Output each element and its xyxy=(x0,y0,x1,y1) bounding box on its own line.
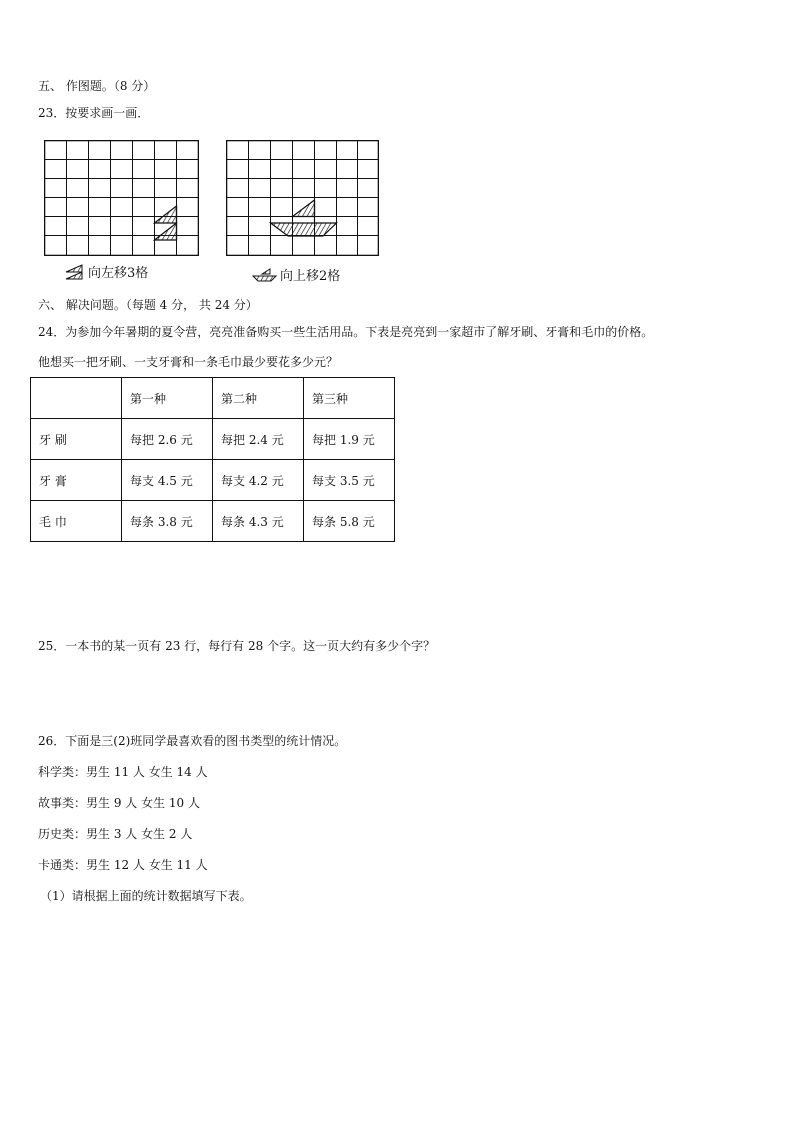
boat-shape xyxy=(271,200,337,236)
grid-right xyxy=(226,140,379,259)
question-24-line1: 24．为参加今年暑期的夏令营，亮亮准备购买一些生活用品。下表是亮亮到一家超市了解牙刷、牙膏和毛巾的价格。 xyxy=(38,325,654,339)
table-row xyxy=(31,501,395,542)
price-table xyxy=(30,377,395,542)
grid-right-lines xyxy=(226,140,379,256)
table-row xyxy=(31,460,395,501)
grid-left-caption-text: 向左移3格 xyxy=(88,266,149,281)
table-cell: 每条 3.8 元 xyxy=(122,501,213,542)
table-row-label: 牙 刷 xyxy=(31,419,122,460)
table-header-cell xyxy=(31,378,122,419)
grid-left-caption xyxy=(64,262,148,281)
boat-icon xyxy=(250,267,278,283)
stats-line: 历史类：男生 3 人 女生 2 人 xyxy=(38,827,193,841)
stats-line: 卡通类：男生 12 人 女生 11 人 xyxy=(38,858,208,872)
table-cell: 每把 2.4 元 xyxy=(213,419,304,460)
question-26: 26．下面是三(2)班同学最喜欢看的图书类型的统计情况。 xyxy=(38,734,347,748)
question-25: 25．一本书的某一页有 23 行，每行有 28 个字。这一页大约有多少个字？ xyxy=(38,639,436,653)
table-header-cell: 第一种 xyxy=(122,378,213,419)
table-row-label: 毛 巾 xyxy=(31,501,122,542)
grid-right-svg xyxy=(226,140,379,256)
table-cell: 每条 4.3 元 xyxy=(213,501,304,542)
table-cell: 每把 1.9 元 xyxy=(304,419,395,460)
flag-icon xyxy=(64,263,86,281)
table-cell: 每支 4.5 元 xyxy=(122,460,213,501)
table-row xyxy=(31,419,395,460)
question-26-sub1: （1）请根据上面的统计数据填写下表。 xyxy=(40,889,252,903)
table-cell: 每支 4.2 元 xyxy=(213,460,304,501)
table-row-label: 牙 膏 xyxy=(31,460,122,501)
question-24-line2: 他想买一把牙刷、一支牙膏和一条毛巾最少要花多少元？ xyxy=(38,355,339,369)
grid-left-svg xyxy=(44,140,199,256)
table-header-cell: 第二种 xyxy=(213,378,304,419)
table-cell: 每把 2.6 元 xyxy=(122,419,213,460)
table-cell: 每条 5.8 元 xyxy=(304,501,395,542)
grid-right-caption-text: 向上移2格 xyxy=(280,269,341,284)
flag-shape xyxy=(155,206,177,240)
section-five-heading: 五、 作图题。（8 分） xyxy=(38,79,156,93)
grid-right-caption xyxy=(250,265,340,284)
grid-left xyxy=(44,140,199,259)
table-header-cell: 第三种 xyxy=(304,378,395,419)
question-23: 23．按要求画一画． xyxy=(38,106,150,120)
stats-line: 科学类：男生 11 人 女生 14 人 xyxy=(38,765,208,779)
table-header-row xyxy=(31,378,395,419)
section-six-heading: 六、 解决问题。（每题 4 分， 共 24 分） xyxy=(38,298,258,312)
table-cell: 每支 3.5 元 xyxy=(304,460,395,501)
stats-line: 故事类：男生 9 人 女生 10 人 xyxy=(38,796,200,810)
